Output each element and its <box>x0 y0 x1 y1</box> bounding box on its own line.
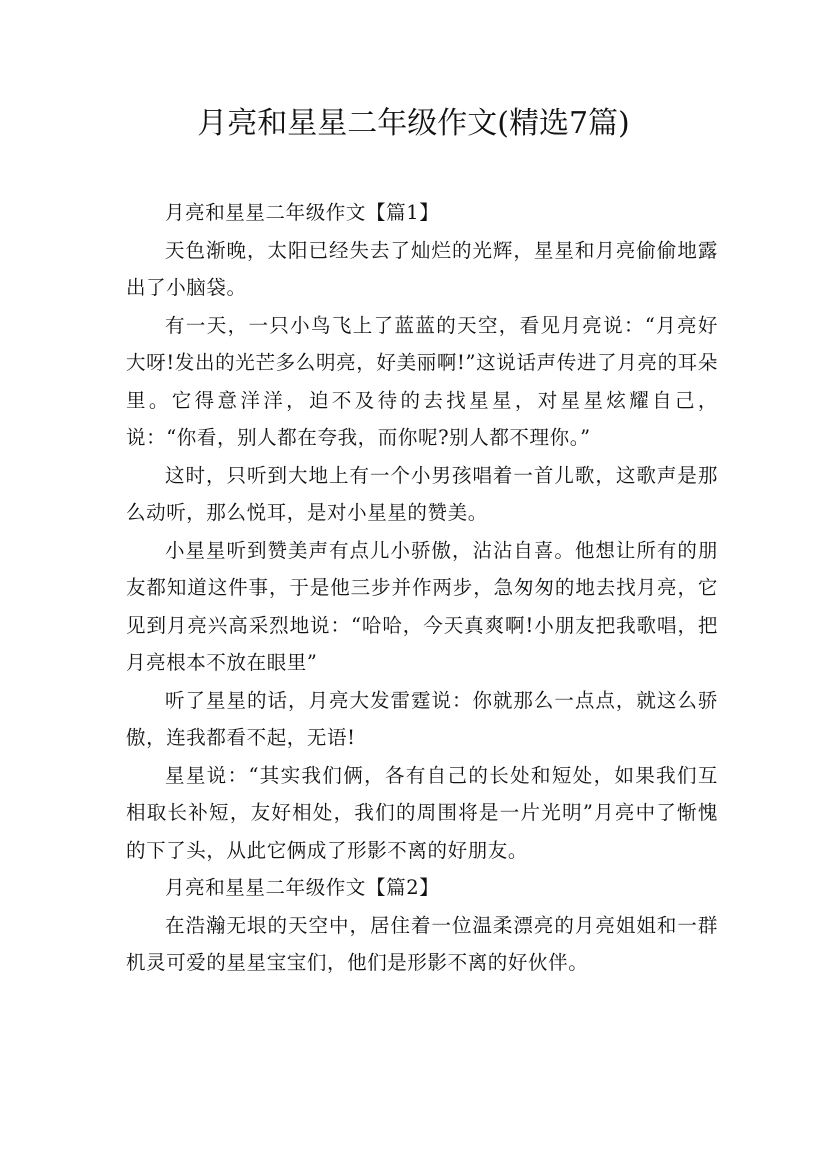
document-body <box>126 194 718 982</box>
paragraph: 听了星星的话，月亮大发雷霆说：你就那么一点点，就这么骄傲，连我都看不起，无语! <box>126 688 718 749</box>
paragraph: 星星说：“其实我们俩，各有自己的长处和短处，如果我们互相取长补短，友好相处，我们的周围将是一片光明”月亮中了惭愧的下了头，从此它俩成了形影不离的好朋友。 <box>126 763 718 862</box>
paragraph: 小星星听到赞美声有点儿小骄傲，沾沾自喜。他想让所有的朋友都知道这件事，于是他三步并作两步，急匆匆的地去找月亮，它见到月亮兴高采烈地说：“哈哈，今天真爽啊!小朋友把我歌唱，把月亮根本不放在眼里” <box>126 538 718 674</box>
document-title: 月亮和星星二年级作文(精选7篇) <box>197 106 630 141</box>
paragraph: 有一天，一只小鸟飞上了蓝蓝的天空，看见月亮说：“月亮好大呀!发出的光芒多么明亮，好美丽啊!”这说话声传进了月亮的耳朵里。它得意洋洋，迫不及待的去找星星，对星星炫耀自己，说：“你看，别人都在夸我，而你呢?别人都不理你。” <box>126 313 718 449</box>
paragraph: 这时，只听到大地上有一个小男孩唱着一首儿歌，这歌声是那么动听，那么悦耳，是对小星星的赞美。 <box>126 463 718 524</box>
paragraph: 在浩瀚无垠的天空中，居住着一位温柔漂亮的月亮姐姐和一群机灵可爱的星星宝宝们，他们是形影不离的好伙伴。 <box>126 913 718 974</box>
section-heading-2: 月亮和星星二年级作文【篇2】 <box>165 876 440 899</box>
section-heading-1: 月亮和星星二年级作文【篇1】 <box>165 201 440 224</box>
paragraph: 天色渐晚，太阳已经失去了灿烂的光辉，星星和月亮偷偷地露出了小脑袋。 <box>126 238 718 299</box>
